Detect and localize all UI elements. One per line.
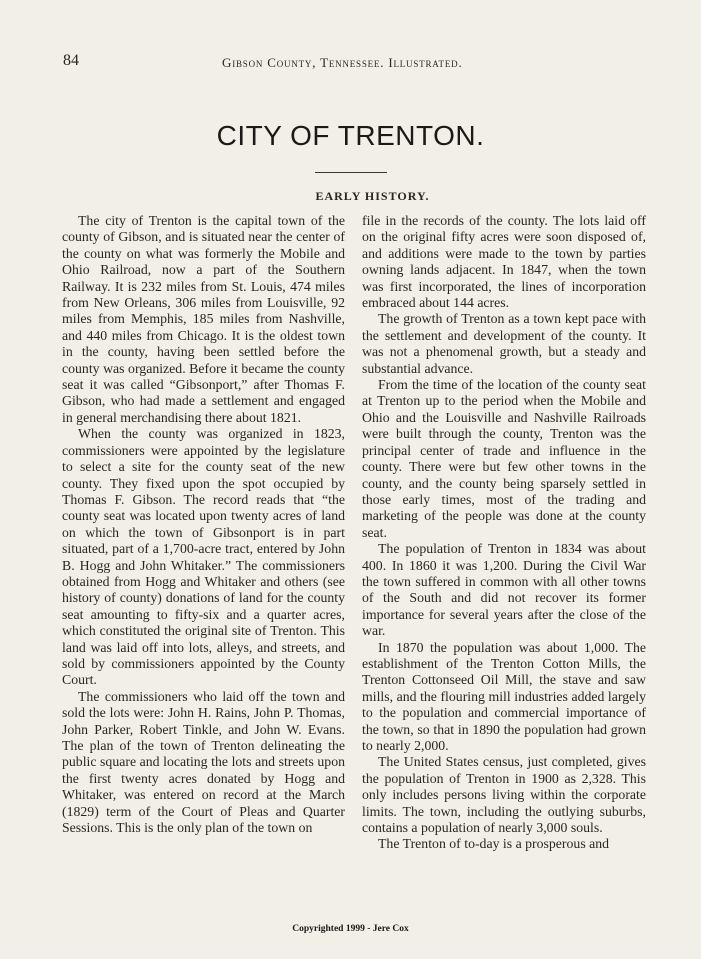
paragraph: The United States census, just completed, gives the population of Trenton in 1900 as 2,328. This only includes persons living within the corporate limits. The town, including the outlying suburbs, contains a population of nearly 3,000 souls. bbox=[362, 754, 646, 836]
paragraph: The city of Trenton is the capital town of the county of Gibson, and is situated near the center of the county on what was formerly the Mobile and Ohio Railroad, now a part of the Southern Railway. It is 232 miles from St. Louis, 474 miles from New Orleans, 306 miles from Louisville, 92 miles from Memphis, 185 miles from Nashville, and 440 miles from Chicago. It is the oldest town in the county, having been settled before the county was organized. Before it became the county seat it was called “Gibsonport,” after Thomas F. Gibson, who had made a settlement and engaged in general merchandising there about 1821. bbox=[62, 213, 345, 425]
copyright-footer: Copyrighted 1999 - Jere Cox bbox=[292, 924, 409, 934]
paragraph: In 1870 the population was about 1,000. The establishment of the Trenton Cotton Mills, the Trenton Cottonseed Oil Mill, the stave and saw mills, and the flouring mill industries added largely to the population and commercial importance of the town, so that in 1890 the population had grown to nearly 2,000. bbox=[362, 639, 646, 753]
title-divider bbox=[315, 172, 387, 173]
paragraph: When the county was organized in 1823, commissioners were appointed by the legislature to select a site for the county seat of the new county. They fixed upon the spot occupied by Thomas F. Gibson. The record reads that “the county seat was located upon twenty acres of land on which the town of Gibsonport is in part situated, part of a 1,700-acre tract, entered by John B. Hogg and John Whitaker.” The commissioners obtained from Hogg and Whitaker and others (see history of county) donations of land for the county seat amounting to fifty-six and a quarter acres, which constituted the original site of Trenton. This land was laid off into lots, alleys, and streets, and sold by commissioners appointed by the County Court. bbox=[62, 426, 345, 688]
page-header bbox=[0, 52, 701, 76]
left-column bbox=[62, 213, 345, 836]
page-title: CITY OF TRENTON. bbox=[216, 120, 485, 151]
paragraph: The Trenton of to-day is a prosperous and bbox=[378, 836, 610, 852]
paragraph: The commissioners who laid off the town and sold the lots were: John H. Rains, John P. Thomas, John Parker, Robert Tinkle, and John W. Evans. The plan of the town of Trenton delineating the public square and locating the lots and streets upon the first twenty acres donated by Hogg and Whitaker, was entered on record at the March (1829) term of the Court of Pleas and Quarter Sessions. This is the only plan of the town on bbox=[62, 688, 345, 836]
running-title: Gibson County, Tennessee. Illustrated. bbox=[222, 55, 463, 70]
paragraph: The population of Trenton in 1834 was about 400. In 1860 it was 1,200. During the Civil War the town suffered in common with all other towns of the South and did not recover its former importance for several years after the close of the war. bbox=[362, 541, 646, 639]
paragraph: From the time of the location of the county seat at Trenton up to the period when the Mobile and Ohio and the Louisville and Nashville Railroads were built through the county, Trenton was the principal center of trade and influence in the county. There were but few other towns in the county, and the county being sparsely settled in those early times, most of the trading and marketing of the people was done at the county seat. bbox=[362, 377, 646, 540]
paragraph: The growth of Trenton as a town kept pace with the settlement and development of the county. It was not a phenomenal growth, but a steady and substantial advance. bbox=[362, 311, 646, 376]
right-column bbox=[362, 213, 646, 853]
page-number: 84 bbox=[63, 52, 79, 69]
paragraph: file in the records of the county. The lots laid off on the original fifty acres were soon disposed of, and additions were made to the town by parties owning lands adjacent. In 1847, when the town was first incorporated, the lines of incorporation embraced about 144 acres. bbox=[362, 213, 646, 311]
section-heading: EARLY HISTORY. bbox=[315, 189, 430, 203]
